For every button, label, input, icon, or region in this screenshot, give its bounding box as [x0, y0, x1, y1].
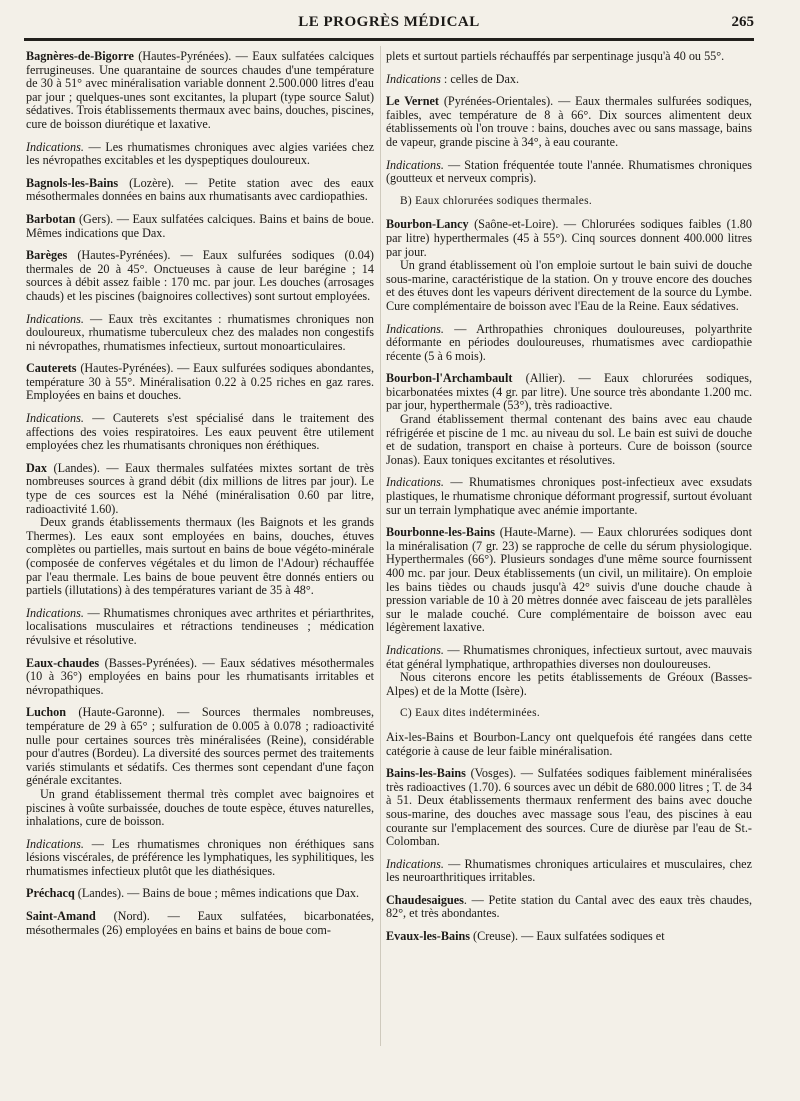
spa-entry [26, 462, 374, 516]
entry-text: (Landes). — Bains de boue ; mêmes indications que Dax. [74, 886, 360, 901]
indications-paragraph [26, 838, 374, 879]
entry-text: (Gers). — Eaux sulfatées calciques. Bains et bains de boue. Mêmes indications que Dax. [26, 211, 374, 240]
entry-text: (Landes). — Eaux thermales sulfatées mixtes sortant de très nombreuses sources à grand débit (dix millions de litres par jour). Le type de ces sources est la Néhé (minéralisation 0.60 par litre, radioactivité 1.60). [26, 460, 374, 516]
entry-text: (Haute-Marne). — Eaux chlorurées sodiques dont la minéralisation (7 gr. 23) se rapproche de celle du sérum physiologique. Hyperthermales (66°). Plusieurs sondages d'une même source fournissent 400 mc. par jour. Deux établissements (un civil, un militaire). On emploie les bains tièdes ou chauds jusqu'à 42° suivis d'une douche chaude à pression variable de 10 à 20 mètres donnée avec faisceau de jets parallèles sur le malade couché. Cure complémentaire de boisson avec eau légèrement laxative. [386, 525, 752, 635]
spa-entry [26, 213, 374, 240]
entry-text: (Hautes-Pyrénées). — Eaux sulfatées calciques ferrugineuses. Une quarantaine de sources chaudes d'une température de 30 à 51° avec minéralisation variable donnent 2.500.000 litres d'eau par jour ; quelques-unes sont excitantes, la plupart (type source Salut) sédatives. Trois établissements thermaux avec bains, douches, piscines, cure de boisson diurétique et laxative. [26, 49, 374, 131]
spa-entry [386, 218, 752, 259]
station-name: Chaudesaigues [386, 892, 464, 907]
station-name: Le Vernet [386, 94, 439, 109]
indications-text: — Rhumatismes chroniques avec arthrites et périarthrites, localisations musculaires et rétractions tendineuses ; médication révulsive et résolutive. [26, 605, 374, 647]
indications-text: — Rhumatismes chroniques, infectieux surtout, avec mauvais état général lymphatique, arthropathies diverses non douloureuses. [386, 642, 752, 671]
indications-paragraph [26, 141, 374, 168]
entry-text: (Creuse). — Eaux sulfatées sodiques et [469, 929, 665, 944]
station-name: Evaux-les-Bains [386, 929, 470, 944]
spa-entry [386, 95, 752, 149]
spa-entry [386, 767, 752, 849]
indications-label: Indications. [26, 139, 84, 154]
indications-label: Indications [386, 71, 441, 86]
station-name: Bagnols-les-Bains [26, 175, 119, 190]
indications-paragraph [386, 858, 752, 885]
indications-label: Indications. [386, 157, 444, 172]
entry-text: (Saône-et-Loire). — Chlorurées sodiques faibles (1.80 par litre) hyperthermales (45 à 55°). Cinq sources donnent 400.000 litres par jour. [386, 217, 752, 259]
station-name: Luchon [26, 705, 66, 720]
left-column [26, 50, 374, 946]
spa-entry [26, 910, 374, 937]
station-name: Saint-Amand [26, 909, 96, 924]
indications-paragraph [386, 73, 752, 87]
spa-entry [26, 362, 374, 403]
indications-text: — Station fréquentée toute l'année. Rhumatismes chroniques (goutteux et nerveux compris). [386, 157, 752, 186]
indications-label: Indications. [386, 321, 444, 336]
station-name: Eaux-chaudes [26, 655, 100, 670]
indications-paragraph [26, 607, 374, 648]
indications-text: — Arthropathies chroniques douloureuses, polyarthrite déformante en périodes douloureuses, rhumatismes avec cardiopathie récente (5 à 6 mois). [386, 321, 752, 363]
spa-entry [386, 372, 752, 413]
entry-text: (Hautes-Pyrénées). — Eaux sulfurées sodiques (0.04) thermales de 20 à 45°. Onctueuses à cause de leur barégine ; 14 sources à débit assez faible : 170 mc. par jour. Les douches (arrosages chauds) et les piscines (baignoires collectives) sont surtout employées. [26, 248, 374, 303]
indications-text: : celles de Dax. [440, 71, 520, 86]
entry-text: (Basses-Pyrénées). — Eaux sédatives mésothermales (10 à 36°) employées en bains pour les rhumatisants irritables et névropathiques. [26, 655, 374, 697]
indications-text: — Cauterets s'est spécialisé dans le traitement des affections des voies respiratoires. Les eaux peuvent être utilement employées chez les rhumatisants chroniques non éréthiques. [26, 411, 374, 453]
indications-paragraph [386, 476, 752, 517]
station-name: Bourbon-l'Archambault [386, 371, 513, 386]
indications-text: — Rhumatismes chroniques articulaires et musculaires, chez les neuroarthritiques irritables. [386, 856, 752, 885]
section-heading: B) Eaux chlorurées sodiques thermales. [400, 194, 593, 207]
spa-entry [26, 706, 374, 788]
indications-label: Indications. [26, 836, 84, 851]
indications-text: — Rhumatismes chroniques post-infectieux avec exsudats plastiques, le rhumatisme chronique déformant progressif, surtout évoluant sur un terrain lymphatique avec anémie importante. [386, 475, 752, 517]
journal-title: LE PROGRÈS MÉDICAL [298, 14, 480, 30]
indications-paragraph [386, 644, 752, 671]
station-name: Bourbon-Lancy [386, 217, 469, 232]
continuation-paragraph: Un grand établissement où l'on emploie surtout le bain suivi de douche sous-marine, caractéristique de la station. On y trouve encore des douches et des étuves dont les vapeurs dérivent directement de la source du Lymbe. Cure complémentaire de boisson avec l'Eau de la Reine. Eaux sédatives. [386, 258, 752, 313]
indications-label: Indications. [386, 475, 444, 490]
indications-label: Indications. [386, 642, 444, 657]
station-name: Bourbonne-les-Bains [386, 525, 496, 540]
continuation-paragraph: Grand établissement thermal contenant des bains avec eau chaude réfrigérée et piscine de 1 mc. au niveau du sol. Le bain est suivi de douche et de sudation, transport en chaise à porteurs. Cure de boisson (source Jonas). Eaux toniques excitantes et résolutives. [386, 412, 752, 467]
spa-entry [26, 50, 374, 132]
section-heading: C) Eaux dites indéterminées. [400, 707, 540, 720]
entry-text: (Vosges). — Sulfatées sodiques faiblement minéralisées très radioactives (1.70). 6 sources avec un débit de 680.000 litres ; T. de 34 à 51. Deux établissements thermaux renferment des bains avec douche sous-marine, des douches avec massage sous l'eau, des piscines à eau courante sur l'emplacement des sources. Cure de diurèse par l'eau de St.-Colomban. [386, 766, 752, 849]
entry-text: (Lozère). — Petite station avec des eaux mésothermales données en bains aux rhumatisants avec cardiopathies. [26, 175, 374, 204]
indications-text: — Eaux très excitantes : rhumatismes chroniques non douloureux, rhumatisme tuberculeux chez des malades non congestifs ni névropathes, rhumatismes infectieux, surtout monoarticulaires. [26, 311, 374, 353]
entry-text: (Hautes-Pyrénées). — Eaux sulfurées sodiques abondantes, température 30 à 55°. Minéralisation 0.22 à 0.25 riches en gaz rares. Employées en bains et douches. [26, 361, 374, 403]
indications-label: Indications. [386, 856, 444, 871]
spa-entry [386, 526, 752, 635]
spa-entry [26, 657, 374, 698]
paragraph: Aix-les-Bains et Bourbon-Lancy ont quelquefois été rangées dans cette catégorie à cause de leur faible minéralisation. [386, 729, 752, 758]
indications-label: Indications. [26, 605, 84, 620]
station-name: Dax [26, 460, 47, 475]
station-name: Barèges [26, 248, 68, 263]
indications-label: Indications. [26, 311, 84, 326]
indications-paragraph [26, 313, 374, 354]
column-divider [380, 46, 381, 1046]
entry-text: . — Petite station du Cantal avec des eaux très chaudes, 82°, et très abondantes. [386, 892, 752, 921]
running-header [24, 12, 754, 38]
station-name: Bagnères-de-Bigorre [26, 49, 134, 63]
station-name: Barbotan [26, 211, 76, 226]
indications-label: Indications. [26, 411, 84, 426]
indications-text: — Les rhumatismes chroniques avec algies variées chez les névropathes excitables et les dyspeptiques douloureux. [26, 139, 374, 168]
entry-text: (Pyrénées-Orientales). — Eaux thermales sulfurées sodiques, faibles, avec température de 8 à 66°. Dix sources alimentent deux établissements où l'on trouve : bains, douches avec ou sans massage, bains de vapeur, grande piscine à 34°, à eau courante. [386, 94, 752, 149]
spa-entry [386, 930, 752, 944]
entry-text: (Allier). — Eaux chlorurées sodiques, bicarbonatées mixtes (4 gr. par litre). Une source très abondante 1.200 mc. par jour, hyperthermale (53°), très radioactive. [386, 371, 752, 413]
spa-entry [386, 894, 752, 921]
station-name: Bains-les-Bains [386, 766, 466, 781]
entry-text: (Haute-Garonne). — Sources thermales nombreuses, température de 29 à 65° ; sulfuration de 0.005 à 0.078 ; radioactivité nulle pour certaines sources très minéralisées (Reine), considérable pour d'autres (Bordeu). La diversité des sources permet des traitements variés stimulants et sédatifs. Ces thermes sont cependant d'une façon générale excitantes. [26, 705, 374, 788]
station-name: Cauterets [26, 361, 77, 376]
indications-paragraph [386, 159, 752, 186]
entry-text: (Nord). — Eaux sulfatées, bicarbonatées, mésothermales (26) employées en bains et bains de boue com- [26, 909, 374, 937]
spa-entry [26, 249, 374, 303]
station-name: Préchacq [26, 886, 75, 901]
indications-paragraph [386, 323, 752, 364]
spa-entry [26, 177, 374, 204]
paragraph: plets et surtout partiels réchauffés par serpentinage jusqu'à 40 ou 55°. [386, 49, 725, 63]
header-rule [24, 38, 754, 41]
continuation-paragraph: Deux grands établissements thermaux (les Baignots et les grands Thermes). Les eaux sont employées en bains, douches, étuves complètes ou partielles, mais surtout en bains de boue végéto-minérale (composée de conferves végétales et du limon de l'Adour) réchauffée par l'eau thermale. Les bains de boue peuvent être donnés entiers ou partiels (illutations) à des températures variant de 35 à 48°. [26, 515, 374, 598]
continuation-paragraph: Nous citerons encore les petits établissements de Gréoux (Basses-Alpes) et de la Motte (Isère). [386, 670, 752, 698]
indications-paragraph [26, 412, 374, 453]
spa-entry [26, 887, 374, 901]
continuation-paragraph: Un grand établissement thermal très complet avec baignoires et piscines à voûte surbaissée, douches de toute espèce, étuves naturelles, inhalations, cure de boisson. [26, 786, 374, 829]
right-column [386, 50, 752, 953]
indications-text: — Les rhumatismes chroniques non éréthiques sans lésions viscérales, de préférence les lymphatiques, les syphilitiques, les rhumatismes infectieux plutôt que les diathésiques. [26, 836, 374, 878]
page-number: 265 [731, 14, 754, 30]
